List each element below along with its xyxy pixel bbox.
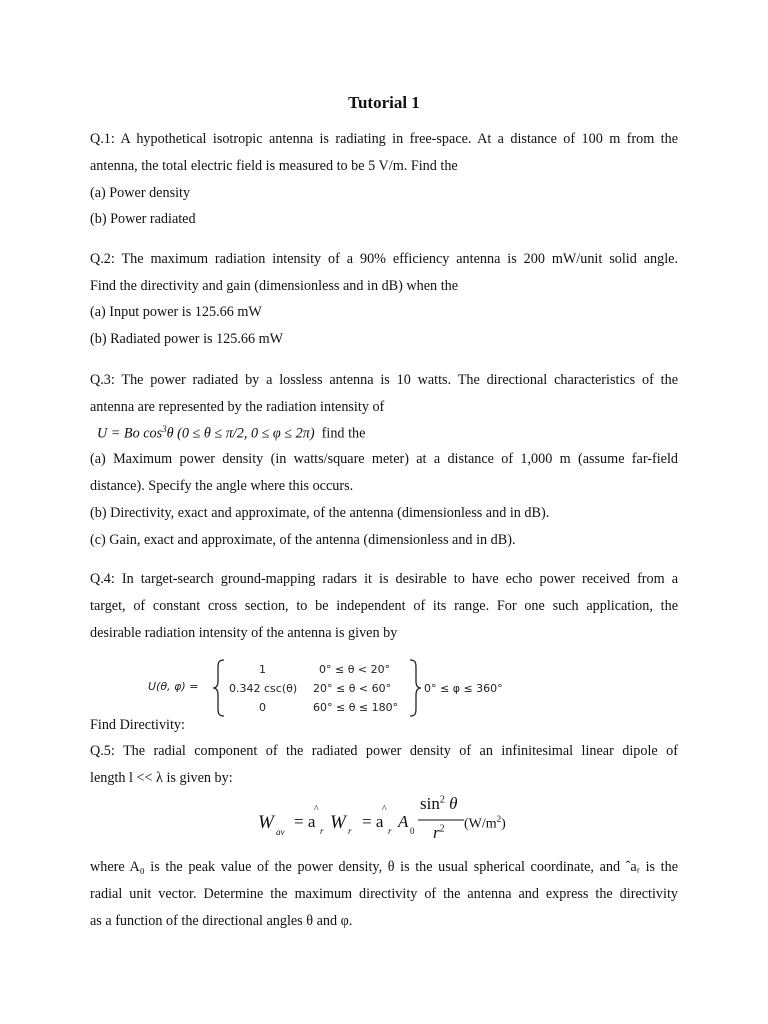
q5-eq-A: A <box>398 812 409 831</box>
q4-eq-row2-condition: 20° ≤ θ < 60° <box>313 682 392 695</box>
q1-line-1: Q.1: A hypothetical isotropic antenna is radiating in free-space. At a distance of 100 m from the <box>90 131 678 147</box>
document-title: Tutorial 1 <box>348 93 420 112</box>
q4-line-1: Q.4: In target-search ground-mapping radars it is desirable to have echo power received from a <box>90 571 678 587</box>
q3-formula <box>97 424 365 443</box>
q4-eq-outer-condition: 0° ≤ φ ≤ 360° <box>424 682 503 695</box>
q5-eq-equals-a-2: = a <box>362 812 384 831</box>
q5-eq-W: W <box>258 812 274 833</box>
q5-eq-r-1: r <box>320 826 324 836</box>
q4-eq-row3-condition: 60° ≤ θ ≤ 180° <box>313 701 399 714</box>
q4-line-3: desirable radiation intensity of the antenna is given by <box>90 625 398 641</box>
q3-part-c: (c) Gain, exact and approximate, of the antenna (dimensionless and in dB). <box>90 532 516 548</box>
q4-right-brace <box>408 659 422 717</box>
q5-line-1: Q.5: The radial component of the radiated power density of an infinitesimal linear dipole of <box>90 743 678 759</box>
q5-line-2: length l << λ is given by: <box>90 770 233 786</box>
q4-eq-lhs: U(θ, φ) = <box>148 680 199 693</box>
q2-line-1: Q.2: The maximum radiation intensity of a 90% efficiency antenna is 200 mW/unit solid angle. <box>90 251 678 267</box>
q5-eq-A-sub: 0 <box>410 826 415 836</box>
q5-eq-hat-1: ^ <box>314 804 319 815</box>
q3-formula-exponent: 3 <box>162 424 167 434</box>
q5-line-3: where A₀ is the peak value of the power density, θ is the usual spherical coordinate, and ˆaᵣ is the <box>90 859 678 875</box>
q3-part-a-line-1: (a) Maximum power density (in watts/square meter) at a distance of 1,000 m (assume far-field <box>90 451 678 467</box>
q3-formula-rest: θ (0 ≤ θ ≤ π/2, 0 ≤ φ ≤ 2π) <box>166 425 315 442</box>
q1-part-b: (b) Power radiated <box>90 211 196 227</box>
q5-eq-equals-a: = a <box>294 812 316 831</box>
q5-eq-numerator: $\sin^2 \theta$ <box>420 794 458 813</box>
q5-eq-r-3: r <box>388 826 392 836</box>
q4-piecewise-equation <box>148 659 512 717</box>
q4-eq-row3-value: 0 <box>259 701 266 714</box>
q5-eq-r-2: r <box>348 826 352 836</box>
q3-formula-main: U = Bo cos <box>97 425 163 442</box>
q1-part-a: (a) Power density <box>90 185 191 201</box>
q4-eq-row1-condition: 0° ≤ θ < 20° <box>319 663 391 676</box>
q5-line-4: radial unit vector. Determine the maximum directivity of the antenna and express the directivity <box>90 886 678 902</box>
q4-ask: Find Directivity: <box>90 717 185 733</box>
q5-eq-hat-2: ^ <box>382 804 387 815</box>
q5-eq-fraction-bar <box>418 819 464 822</box>
q2-line-2: Find the directivity and gain (dimensionless and in dB) when the <box>90 278 459 294</box>
q3-part-a-line-2: distance). Specify the angle where this occurs. <box>90 478 354 494</box>
q3-part-b: (b) Directivity, exact and approximate, of the antenna (dimensionless and in dB). <box>90 505 550 521</box>
q5-eq-denominator: $r^2$ <box>433 823 445 842</box>
q3-line-1: Q.3: The power radiated by a lossless antenna is 10 watts. The directional characteristics of the <box>90 372 678 388</box>
q3-line-2: antenna are represented by the radiation intensity of <box>90 399 385 415</box>
q1-line-2: antenna, the total electric field is measured to be 5 V/m. Find the <box>90 158 458 174</box>
q4-eq-row2-value: 0.342 csc(θ) <box>229 682 298 695</box>
q5-line-5: as a function of the directional angles θ and φ. <box>90 913 353 929</box>
q2-part-a: (a) Input power is 125.66 mW <box>90 304 262 320</box>
q5-eq-W2: W <box>330 812 346 833</box>
q5-display-equation <box>258 794 528 848</box>
q4-eq-row1-value: 1 <box>259 663 266 676</box>
q4-left-brace <box>212 659 226 717</box>
q3-formula-tail: find the <box>321 425 366 442</box>
q4-line-2: target, of constant cross section, to be independent of its range. For one such application, the <box>90 598 678 614</box>
q2-part-b: (b) Radiated power is 125.66 mW <box>90 331 284 347</box>
q5-eq-unit: $(W/m^2)$ <box>464 814 506 832</box>
q5-eq-av: av <box>276 827 285 837</box>
